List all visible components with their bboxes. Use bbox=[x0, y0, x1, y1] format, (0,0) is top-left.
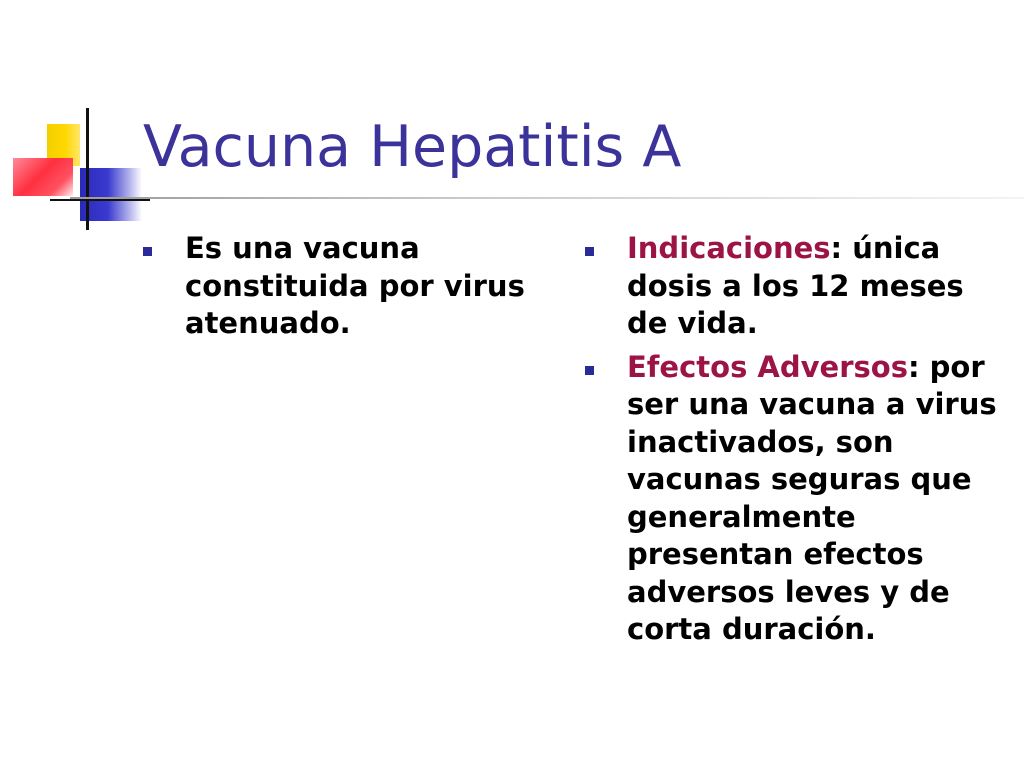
square-bullet-icon bbox=[143, 247, 152, 256]
term-indicaciones: Indicaciones bbox=[627, 231, 831, 265]
square-bullet-icon bbox=[585, 366, 594, 375]
list-item-text: Es una vacuna constituida por virus atenuado. bbox=[185, 231, 525, 340]
list-item bbox=[143, 230, 543, 343]
title-underline-rule bbox=[70, 197, 1024, 199]
vertical-line-decoration bbox=[86, 108, 89, 230]
list-item-text: : por ser una vacuna a virus inactivados, son vacunas seguras que generalmente presentan efectos adversos leves y de corta duración. bbox=[627, 349, 997, 646]
list-item-indicaciones bbox=[585, 230, 1005, 343]
slide-title: Vacuna Hepatitis A bbox=[143, 114, 682, 180]
red-square-icon bbox=[13, 158, 73, 196]
list-item-text: : única dosis a los 12 meses de vida. bbox=[627, 231, 964, 340]
square-bullet-icon bbox=[585, 247, 594, 256]
right-column bbox=[585, 230, 1005, 655]
left-column bbox=[143, 230, 543, 349]
horizontal-line-decoration bbox=[50, 199, 150, 201]
list-item-efectos-adversos bbox=[585, 349, 1005, 649]
blue-square-icon bbox=[80, 168, 142, 221]
term-efectos-adversos: Efectos Adversos bbox=[627, 349, 908, 384]
